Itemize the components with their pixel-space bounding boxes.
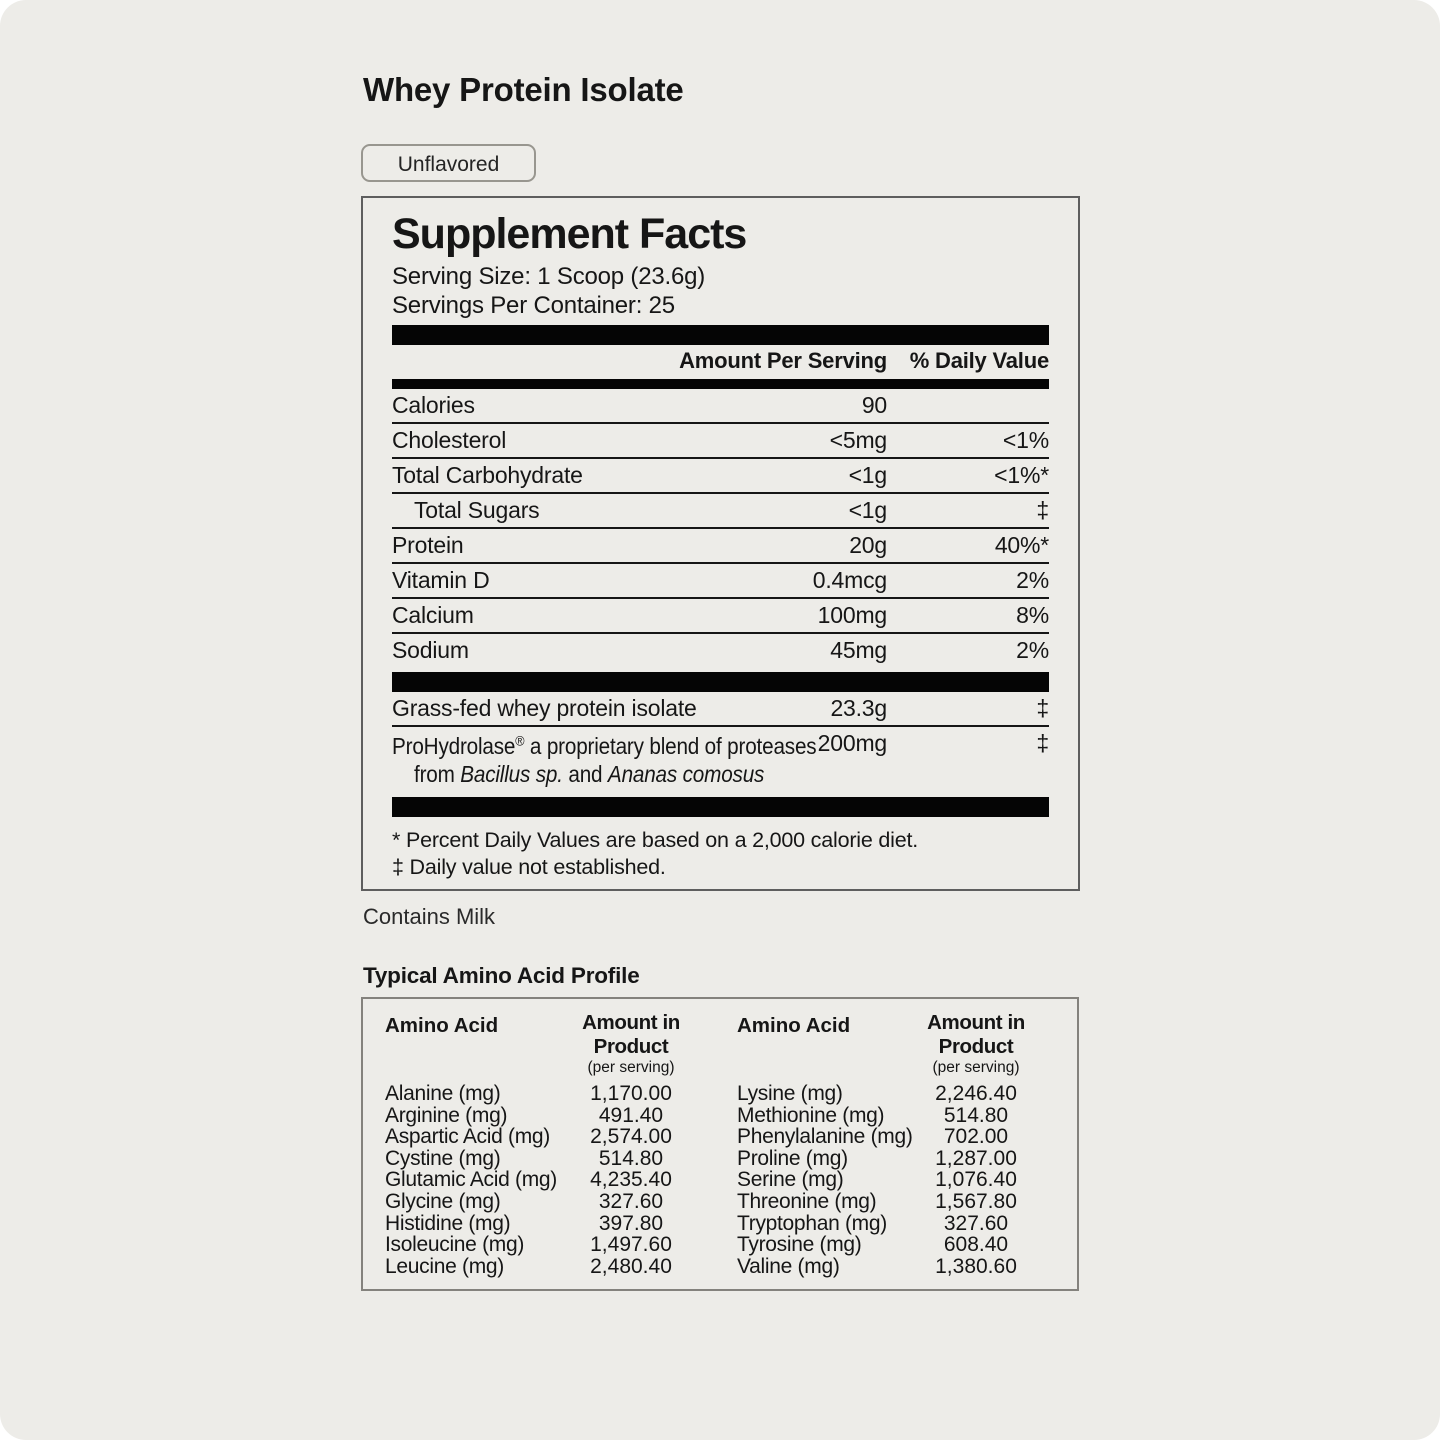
amino-value: 491.40 [598, 1103, 664, 1127]
amino-value: 1,567.80 [935, 1189, 1017, 1213]
flavor-chip-unflavored[interactable]: Unflavored [361, 144, 536, 182]
allergen-statement: Contains Milk [363, 904, 496, 929]
amino-acid-column-header: Amino Acid [737, 1014, 851, 1037]
nutrient-amount: 100mg [817, 602, 887, 628]
amino-acid-table [361, 997, 1079, 1291]
supplement-facts-title: Supplement Facts [392, 210, 747, 258]
nutrient-label: Sodium [392, 637, 469, 663]
amino-value: 1,076.40 [935, 1168, 1017, 1192]
nutrient-amount: 90 [861, 392, 887, 418]
facts-column-headers [392, 345, 1049, 379]
divider-bar-medium [392, 379, 1049, 389]
amount-per-serving-header: Amount Per Serving [679, 348, 887, 373]
nutrient-amount: <5mg [829, 427, 887, 453]
facts-row [392, 599, 1049, 634]
ingredient-amount: 23.3g [830, 695, 887, 721]
nutrient-dv: <1% [1002, 427, 1049, 453]
ingredient-label-line2: from Bacillus sp. and Ananas comosus [414, 761, 765, 787]
amino-name: Tyrosine (mg) [737, 1233, 862, 1257]
amino-value: 608.40 [943, 1233, 1009, 1257]
species-name: Ananas comosus [607, 761, 765, 787]
amino-name: Methionine (mg) [737, 1103, 885, 1127]
amino-value: 1,497.60 [590, 1233, 672, 1257]
nutrient-dv: 2% [1016, 637, 1049, 663]
amino-acid-column-header: Amino Acid [385, 1014, 499, 1037]
amino-name: Glycine (mg) [385, 1189, 501, 1213]
nutrient-dv: 8% [1016, 602, 1049, 628]
amino-name: Valine (mg) [737, 1254, 840, 1278]
divider-bar-thick [392, 325, 1049, 345]
nutrient-label: Cholesterol [392, 427, 507, 453]
amino-value: 397.80 [598, 1211, 664, 1235]
divider-bar-thick [392, 797, 1049, 817]
nutrient-amount: 20g [849, 532, 887, 558]
amino-name: Proline (mg) [737, 1146, 848, 1170]
amino-name: Histidine (mg) [385, 1211, 511, 1235]
amino-profile-heading: Typical Amino Acid Profile [363, 963, 640, 988]
amino-value: 514.80 [598, 1146, 664, 1170]
amino-value: 1,170.00 [590, 1082, 672, 1105]
amino-name: Threonine (mg) [737, 1189, 877, 1213]
species-name: Bacillus sp. [460, 761, 563, 787]
facts-row [392, 564, 1049, 599]
amount-in-product-column-header: Amount in Product (per serving) [897, 1011, 1055, 1077]
footnote-dagger: ‡ Daily value not established. [392, 855, 666, 879]
nutrient-label: Total Carbohydrate [392, 462, 583, 488]
amino-name: Aspartic Acid (mg) [385, 1125, 550, 1149]
facts-row [392, 634, 1049, 667]
amino-name: Leucine (mg) [385, 1254, 504, 1278]
amino-name: Alanine (mg) [385, 1082, 501, 1105]
amino-value: 327.60 [598, 1189, 664, 1213]
ingredient-dv: ‡ [1036, 695, 1049, 721]
facts-row [392, 529, 1049, 564]
ingredient-dv: ‡ [1036, 730, 1049, 756]
amino-table-left-columns [385, 1011, 737, 1277]
facts-row [392, 389, 1049, 424]
nutrient-dv: <1%* [994, 462, 1049, 488]
nutrient-label: Protein [392, 532, 464, 558]
amino-value: 2,480.40 [590, 1254, 672, 1278]
amino-value: 702.00 [943, 1125, 1009, 1149]
divider-bar-thick [392, 672, 1049, 692]
amino-name: Tryptophan (mg) [737, 1211, 887, 1235]
nutrient-dv: ‡ [1036, 497, 1049, 523]
amino-name: Cystine (mg) [385, 1146, 501, 1170]
amino-name: Phenylalanine (mg) [737, 1125, 913, 1149]
amino-name: Glutamic Acid (mg) [385, 1168, 557, 1192]
nutrient-label: Calories [392, 392, 475, 418]
nutrient-label: Vitamin D [392, 567, 490, 593]
footnotes [392, 827, 1049, 881]
amino-value: 2,574.00 [590, 1125, 672, 1149]
amino-name: Isoleucine (mg) [385, 1233, 525, 1257]
facts-row [392, 494, 1049, 529]
nutrient-amount: <1g [848, 497, 887, 523]
nutrient-dv: 2% [1016, 567, 1049, 593]
ingredient-label: Grass-fed whey protein isolate [392, 695, 697, 721]
facts-row [392, 424, 1049, 459]
facts-row [392, 459, 1049, 494]
registered-mark: ® [515, 732, 525, 749]
amount-in-product-column-header: Amount in Product (per serving) [545, 1011, 717, 1077]
facts-rows [392, 389, 1049, 667]
nutrient-amount: 0.4mcg [812, 567, 887, 593]
product-nutrition-section [361, 0, 1080, 1291]
nutrient-dv: 40%* [994, 532, 1049, 558]
ingredient-amount: 200mg [817, 730, 887, 756]
page-title: Whey Protein Isolate [363, 71, 684, 108]
amino-value: 1,380.60 [935, 1254, 1017, 1278]
servings-per-container: Servings Per Container: 25 [392, 292, 675, 319]
ingredient-label-line1: ProHydrolase® a proprietary blend of proteases [392, 732, 817, 759]
amino-name: Lysine (mg) [737, 1082, 843, 1105]
amino-value: 4,235.40 [590, 1168, 672, 1192]
amino-value: 514.80 [943, 1103, 1009, 1127]
amino-value: 1,287.00 [935, 1146, 1017, 1170]
footnote-percent-dv: * Percent Daily Values are based on a 2,000 calorie diet. [392, 828, 919, 852]
amino-name: Serine (mg) [737, 1168, 844, 1192]
serving-size: Serving Size: 1 Scoop (23.6g) [392, 263, 706, 290]
nutrient-amount: <1g [848, 462, 887, 488]
nutrient-label: Total Sugars [414, 497, 540, 523]
facts-row-grass-fed [392, 692, 1049, 727]
amino-value: 2,246.40 [935, 1082, 1017, 1105]
amino-value: 327.60 [943, 1211, 1009, 1235]
amino-name: Arginine (mg) [385, 1103, 508, 1127]
daily-value-header: % Daily Value [909, 348, 1049, 373]
supplement-facts-panel [361, 196, 1080, 891]
per-serving-subheader: (per serving) [587, 1059, 675, 1076]
nutrient-amount: 45mg [830, 637, 887, 663]
facts-row-prohydrolase [392, 727, 1049, 792]
amino-table-right-columns [737, 1011, 1055, 1277]
per-serving-subheader: (per serving) [932, 1059, 1020, 1076]
nutrient-label: Calcium [392, 602, 474, 628]
